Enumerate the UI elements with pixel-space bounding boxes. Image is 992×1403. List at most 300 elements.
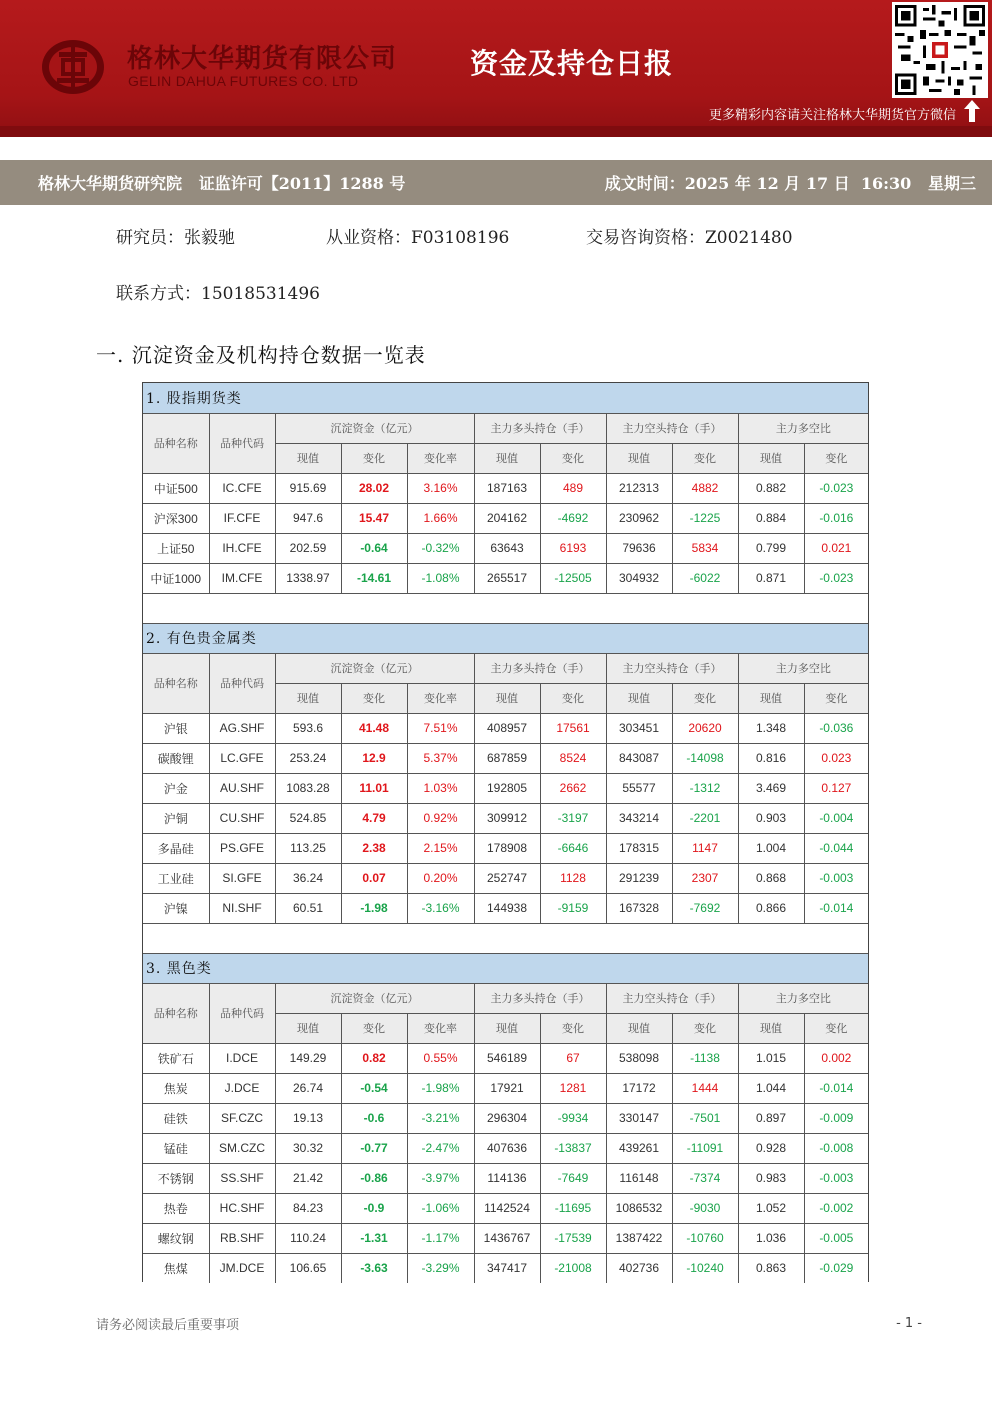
cell-capital-rate: -3.29% <box>407 1253 474 1283</box>
cell-name: 沪镍 <box>143 893 209 923</box>
cell-capital-change: 11.01 <box>341 773 407 803</box>
arrow-up-icon <box>964 100 980 122</box>
cell-ratio-value: 0.871 <box>738 563 804 593</box>
cell-short-value: 116148 <box>606 1163 672 1193</box>
column-subheader-cell: 现值 <box>474 1013 540 1043</box>
cell-long-value: 1142524 <box>474 1193 540 1223</box>
column-subheader-cell: 变化 <box>540 443 606 473</box>
table-row <box>143 1043 868 1073</box>
column-subheader-cell: 变化 <box>804 683 868 713</box>
cell-short-value: 439261 <box>606 1133 672 1163</box>
cell-long-value: 114136 <box>474 1163 540 1193</box>
cell-capital-change: 2.38 <box>341 833 407 863</box>
cell-code: I.DCE <box>209 1043 275 1073</box>
cell-capital-value: 106.65 <box>275 1253 341 1283</box>
qualification-number: 从业资格：F03108196 <box>326 228 510 248</box>
cell-code: AU.SHF <box>209 773 275 803</box>
cell-short-change: -6022 <box>672 563 738 593</box>
cell-ratio-value: 0.903 <box>738 803 804 833</box>
section-spacer <box>143 593 868 623</box>
cell-code: CU.SHF <box>209 803 275 833</box>
cell-long-change: -9934 <box>540 1103 606 1133</box>
cell-long-change: -4692 <box>540 503 606 533</box>
cell-short-value: 178315 <box>606 833 672 863</box>
cell-ratio-change: 0.023 <box>804 743 868 773</box>
header-banner-stripe <box>0 126 992 137</box>
cell-ratio-value: 0.983 <box>738 1163 804 1193</box>
column-group-ratio: 主力多空比 <box>738 653 868 683</box>
cell-long-value: 1436767 <box>474 1223 540 1253</box>
cell-capital-rate: 0.20% <box>407 863 474 893</box>
table-row <box>143 473 868 503</box>
cell-capital-value: 1338.97 <box>275 563 341 593</box>
column-group-header <box>143 413 868 443</box>
cell-ratio-change: -0.008 <box>804 1133 868 1163</box>
cell-capital-rate: 2.15% <box>407 833 474 863</box>
cell-short-value: 304932 <box>606 563 672 593</box>
section-header <box>143 953 868 983</box>
cell-capital-change: -0.9 <box>341 1193 407 1223</box>
cell-short-value: 17172 <box>606 1073 672 1103</box>
cell-capital-rate: -1.17% <box>407 1223 474 1253</box>
cell-ratio-value: 1.052 <box>738 1193 804 1223</box>
cell-short-change: 2307 <box>672 863 738 893</box>
table-row <box>143 1103 868 1133</box>
column-group-capital: 沉淀资金（亿元） <box>275 413 474 443</box>
cell-name: 不锈钢 <box>143 1163 209 1193</box>
cell-ratio-change: -0.023 <box>804 473 868 503</box>
cell-short-change: -1225 <box>672 503 738 533</box>
cell-ratio-change: -0.044 <box>804 833 868 863</box>
cell-capital-rate: -1.06% <box>407 1193 474 1223</box>
cell-ratio-value: 0.799 <box>738 533 804 563</box>
cell-capital-change: 0.07 <box>341 863 407 893</box>
column-group-short: 主力空头持仓（手） <box>606 983 738 1013</box>
cell-code: J.DCE <box>209 1073 275 1103</box>
column-header-name: 品种名称 <box>143 413 209 473</box>
cell-code: SI.GFE <box>209 863 275 893</box>
column-subheader-cell: 变化 <box>540 683 606 713</box>
cell-capital-rate: 1.03% <box>407 773 474 803</box>
cell-short-change: 20620 <box>672 713 738 743</box>
cell-long-change: -11695 <box>540 1193 606 1223</box>
cell-ratio-value: 3.469 <box>738 773 804 803</box>
cell-long-change: 1128 <box>540 863 606 893</box>
section-spacer-cell <box>143 923 868 953</box>
cell-ratio-value: 1.015 <box>738 1043 804 1073</box>
cell-short-value: 291239 <box>606 863 672 893</box>
cell-short-change: -9030 <box>672 1193 738 1223</box>
table-row <box>143 833 868 863</box>
cell-short-change: -2201 <box>672 803 738 833</box>
table-row <box>143 1193 868 1223</box>
cell-name: 工业硅 <box>143 863 209 893</box>
cell-long-change: 67 <box>540 1043 606 1073</box>
cell-short-change: 4882 <box>672 473 738 503</box>
cell-ratio-change: 0.002 <box>804 1043 868 1073</box>
cell-long-change: -6646 <box>540 833 606 863</box>
table-row <box>143 533 868 563</box>
cell-capital-change: 15.47 <box>341 503 407 533</box>
cell-name: 碳酸锂 <box>143 743 209 773</box>
table-row <box>143 563 868 593</box>
cell-code: HC.SHF <box>209 1193 275 1223</box>
cell-name: 螺纹钢 <box>143 1223 209 1253</box>
cell-ratio-value: 0.884 <box>738 503 804 533</box>
report-title: 资金及持仓日报 <box>470 47 674 80</box>
cell-long-change: -13837 <box>540 1133 606 1163</box>
column-subheader-cell: 变化 <box>672 683 738 713</box>
cell-ratio-change: -0.003 <box>804 863 868 893</box>
cell-short-change: -7501 <box>672 1103 738 1133</box>
table-row <box>143 1253 868 1283</box>
cell-ratio-change: -0.036 <box>804 713 868 743</box>
cell-name: 上证50 <box>143 533 209 563</box>
section-header <box>143 623 868 653</box>
column-group-long: 主力多头持仓（手） <box>474 653 606 683</box>
column-subheader-cell: 现值 <box>275 443 341 473</box>
cell-long-value: 178908 <box>474 833 540 863</box>
company-logo-icon <box>40 38 106 96</box>
report-datetime: 成文时间：2025 年 12 月 17 日 16:30 星期三 <box>604 174 976 193</box>
cell-code: SF.CZC <box>209 1103 275 1133</box>
column-subheader-cell: 现值 <box>275 683 341 713</box>
cell-capital-rate: -0.32% <box>407 533 474 563</box>
cell-ratio-value: 0.868 <box>738 863 804 893</box>
cell-name: 焦炭 <box>143 1073 209 1103</box>
cell-short-change: -7692 <box>672 893 738 923</box>
cell-ratio-change: -0.002 <box>804 1193 868 1223</box>
cell-capital-change: -0.64 <box>341 533 407 563</box>
section-spacer-cell <box>143 593 868 623</box>
column-subheader-cell: 现值 <box>606 683 672 713</box>
cell-capital-value: 202.59 <box>275 533 341 563</box>
cell-capital-value: 113.25 <box>275 833 341 863</box>
cell-ratio-change: -0.014 <box>804 1073 868 1103</box>
column-subheader-cell: 变化 <box>672 443 738 473</box>
column-subheader-cell: 现值 <box>738 683 804 713</box>
table-row <box>143 1163 868 1193</box>
column-group-capital: 沉淀资金（亿元） <box>275 983 474 1013</box>
cell-ratio-change: 0.021 <box>804 533 868 563</box>
cell-capital-value: 593.6 <box>275 713 341 743</box>
cell-capital-value: 524.85 <box>275 803 341 833</box>
cell-long-change: 6193 <box>540 533 606 563</box>
cell-code: IH.CFE <box>209 533 275 563</box>
positions-table <box>142 382 869 1282</box>
consult-qualification: 交易咨询资格：Z0021480 <box>586 228 793 248</box>
section-title: 一. 沉淀资金及机构持仓数据一览表 <box>96 343 426 367</box>
cell-short-value: 402736 <box>606 1253 672 1283</box>
column-subheader-cell: 变化 <box>540 1013 606 1043</box>
cell-ratio-value: 0.897 <box>738 1103 804 1133</box>
table-row <box>143 803 868 833</box>
cell-short-value: 538098 <box>606 1043 672 1073</box>
cell-capital-change: -0.6 <box>341 1103 407 1133</box>
column-group-long: 主力多头持仓（手） <box>474 983 606 1013</box>
table-row <box>143 713 868 743</box>
column-subheader-cell: 变化 <box>341 443 407 473</box>
column-subheader-cell: 现值 <box>474 683 540 713</box>
cell-ratio-value: 1.348 <box>738 713 804 743</box>
cell-capital-change: -0.86 <box>341 1163 407 1193</box>
cell-capital-rate: 0.55% <box>407 1043 474 1073</box>
cell-ratio-change: -0.003 <box>804 1163 868 1193</box>
cell-name: 沪金 <box>143 773 209 803</box>
cell-name: 中证1000 <box>143 563 209 593</box>
cell-short-value: 79636 <box>606 533 672 563</box>
cell-ratio-value: 1.004 <box>738 833 804 863</box>
cell-code: LC.GFE <box>209 743 275 773</box>
column-group-long: 主力多头持仓（手） <box>474 413 606 443</box>
cell-ratio-change: -0.009 <box>804 1103 868 1133</box>
column-subheader-cell: 现值 <box>738 443 804 473</box>
cell-name: 中证500 <box>143 473 209 503</box>
cell-short-change: -1312 <box>672 773 738 803</box>
cell-short-value: 212313 <box>606 473 672 503</box>
cell-name: 多晶硅 <box>143 833 209 863</box>
footer-disclaimer: 请务必阅读最后重要事项 <box>96 1318 240 1333</box>
column-header-name: 品种名称 <box>143 983 209 1043</box>
column-group-short: 主力空头持仓（手） <box>606 653 738 683</box>
column-header-code: 品种代码 <box>209 413 275 473</box>
cell-capital-rate: 7.51% <box>407 713 474 743</box>
cell-long-value: 187163 <box>474 473 540 503</box>
column-group-ratio: 主力多空比 <box>738 413 868 443</box>
column-header-code: 品种代码 <box>209 983 275 1043</box>
cell-ratio-value: 0.816 <box>738 743 804 773</box>
cell-long-change: -9159 <box>540 893 606 923</box>
cell-name: 沪银 <box>143 713 209 743</box>
cell-ratio-change: -0.005 <box>804 1223 868 1253</box>
column-subheader-cell: 变化率 <box>407 1013 474 1043</box>
table-row <box>143 503 868 533</box>
cell-capital-change: 28.02 <box>341 473 407 503</box>
section-spacer <box>143 923 868 953</box>
cell-capital-value: 21.42 <box>275 1163 341 1193</box>
cell-ratio-value: 0.928 <box>738 1133 804 1163</box>
cell-long-change: 489 <box>540 473 606 503</box>
cell-long-value: 347417 <box>474 1253 540 1283</box>
cell-capital-change: 41.48 <box>341 713 407 743</box>
cell-capital-value: 947.6 <box>275 503 341 533</box>
column-group-short: 主力空头持仓（手） <box>606 413 738 443</box>
cell-capital-rate: 0.92% <box>407 803 474 833</box>
cell-code: NI.SHF <box>209 893 275 923</box>
cell-capital-change: 4.79 <box>341 803 407 833</box>
cell-capital-rate: 5.37% <box>407 743 474 773</box>
cell-short-value: 330147 <box>606 1103 672 1133</box>
cell-code: PS.GFE <box>209 833 275 863</box>
column-subheader-cell: 现值 <box>606 1013 672 1043</box>
table-row <box>143 1133 868 1163</box>
cell-long-value: 17921 <box>474 1073 540 1103</box>
cell-long-change: 17561 <box>540 713 606 743</box>
cell-code: IF.CFE <box>209 503 275 533</box>
table-row <box>143 893 868 923</box>
cell-short-value: 303451 <box>606 713 672 743</box>
cell-long-change: -12505 <box>540 563 606 593</box>
company-name-en: GELIN DAHUA FUTURES CO. LTD <box>128 73 359 89</box>
cell-ratio-change: -0.029 <box>804 1253 868 1283</box>
cell-long-change: 1281 <box>540 1073 606 1103</box>
table-row <box>143 863 868 893</box>
cell-capital-value: 36.24 <box>275 863 341 893</box>
cell-ratio-value: 0.882 <box>738 473 804 503</box>
column-group-ratio: 主力多空比 <box>738 983 868 1013</box>
cell-long-value: 265517 <box>474 563 540 593</box>
cell-capital-rate: -1.08% <box>407 563 474 593</box>
table-row <box>143 1223 868 1253</box>
cell-code: IM.CFE <box>209 563 275 593</box>
column-header-code: 品种代码 <box>209 653 275 713</box>
cell-long-change: -21008 <box>540 1253 606 1283</box>
table-row <box>143 773 868 803</box>
cell-capital-value: 84.23 <box>275 1193 341 1223</box>
column-group-capital: 沉淀资金（亿元） <box>275 653 474 683</box>
cell-capital-change: -0.54 <box>341 1073 407 1103</box>
cell-capital-change: -14.61 <box>341 563 407 593</box>
cell-capital-rate: -1.98% <box>407 1073 474 1103</box>
cell-code: SM.CZC <box>209 1133 275 1163</box>
institute-license: 格林大华期货研究院 证监许可【2011】1288 号 <box>38 174 406 193</box>
column-subheader-cell: 变化率 <box>407 683 474 713</box>
cell-code: SS.SHF <box>209 1163 275 1193</box>
cell-ratio-change: -0.014 <box>804 893 868 923</box>
cell-ratio-change: -0.004 <box>804 803 868 833</box>
section-header-title: 3. 黑色类 <box>143 953 868 983</box>
cell-code: RB.SHF <box>209 1223 275 1253</box>
cell-capital-change: 12.9 <box>341 743 407 773</box>
cell-short-change: 1444 <box>672 1073 738 1103</box>
column-subheader-cell: 变化 <box>804 443 868 473</box>
cell-short-change: -14098 <box>672 743 738 773</box>
cell-name: 焦煤 <box>143 1253 209 1283</box>
cell-capital-change: -0.77 <box>341 1133 407 1163</box>
cell-name: 沪铜 <box>143 803 209 833</box>
cell-long-value: 296304 <box>474 1103 540 1133</box>
follow-wechat-text: 更多精彩内容请关注格林大华期货官方微信 <box>708 108 956 123</box>
section-header-title: 1. 股指期货类 <box>143 383 868 413</box>
cell-short-value: 1387422 <box>606 1223 672 1253</box>
cell-name: 锰硅 <box>143 1133 209 1163</box>
cell-code: JM.DCE <box>209 1253 275 1283</box>
cell-short-value: 1086532 <box>606 1193 672 1223</box>
column-subheader-cell: 现值 <box>606 443 672 473</box>
column-header-name: 品种名称 <box>143 653 209 713</box>
column-subheader-cell: 变化 <box>804 1013 868 1043</box>
cell-short-change: -7374 <box>672 1163 738 1193</box>
section-header <box>143 383 868 413</box>
section-header-title: 2. 有色贵金属类 <box>143 623 868 653</box>
table-row <box>143 1073 868 1103</box>
qr-code-icon <box>892 2 988 98</box>
cell-capital-change: -3.63 <box>341 1253 407 1283</box>
cell-long-change: -7649 <box>540 1163 606 1193</box>
column-subheader-cell: 变化 <box>672 1013 738 1043</box>
table-row <box>143 743 868 773</box>
cell-capital-value: 26.74 <box>275 1073 341 1103</box>
cell-long-change: -17539 <box>540 1223 606 1253</box>
cell-long-value: 204162 <box>474 503 540 533</box>
cell-capital-rate: 3.16% <box>407 473 474 503</box>
cell-capital-value: 149.29 <box>275 1043 341 1073</box>
cell-ratio-change: 0.127 <box>804 773 868 803</box>
researcher-name: 研究员：张毅驰 <box>116 228 235 248</box>
column-subheader-cell: 变化率 <box>407 443 474 473</box>
cell-short-change: -1138 <box>672 1043 738 1073</box>
cell-capital-change: 0.82 <box>341 1043 407 1073</box>
column-subheader-cell: 现值 <box>275 1013 341 1043</box>
cell-short-change: -11091 <box>672 1133 738 1163</box>
cell-short-change: -10760 <box>672 1223 738 1253</box>
cell-long-value: 252747 <box>474 863 540 893</box>
column-group-header <box>143 983 868 1013</box>
cell-capital-rate: -3.21% <box>407 1103 474 1133</box>
column-subheader-cell: 变化 <box>341 1013 407 1043</box>
column-subheader-cell: 现值 <box>474 443 540 473</box>
cell-long-value: 546189 <box>474 1043 540 1073</box>
cell-capital-value: 110.24 <box>275 1223 341 1253</box>
cell-long-value: 63643 <box>474 533 540 563</box>
cell-long-value: 144938 <box>474 893 540 923</box>
cell-capital-rate: -3.97% <box>407 1163 474 1193</box>
cell-ratio-value: 1.036 <box>738 1223 804 1253</box>
cell-capital-rate: -3.16% <box>407 893 474 923</box>
cell-capital-rate: -2.47% <box>407 1133 474 1163</box>
cell-capital-value: 253.24 <box>275 743 341 773</box>
cell-ratio-change: -0.016 <box>804 503 868 533</box>
cell-code: IC.CFE <box>209 473 275 503</box>
cell-capital-rate: 1.66% <box>407 503 474 533</box>
cell-code: AG.SHF <box>209 713 275 743</box>
page-number: - 1 - <box>896 1316 922 1331</box>
cell-short-value: 230962 <box>606 503 672 533</box>
cell-capital-value: 1083.28 <box>275 773 341 803</box>
cell-capital-value: 30.32 <box>275 1133 341 1163</box>
cell-name: 硅铁 <box>143 1103 209 1133</box>
cell-ratio-value: 0.863 <box>738 1253 804 1283</box>
cell-short-value: 843087 <box>606 743 672 773</box>
cell-ratio-value: 0.866 <box>738 893 804 923</box>
cell-long-value: 407636 <box>474 1133 540 1163</box>
column-group-header <box>143 653 868 683</box>
cell-long-value: 687859 <box>474 743 540 773</box>
cell-capital-change: -1.98 <box>341 893 407 923</box>
cell-short-value: 343214 <box>606 803 672 833</box>
cell-long-change: -3197 <box>540 803 606 833</box>
cell-long-value: 408957 <box>474 713 540 743</box>
cell-ratio-change: -0.023 <box>804 563 868 593</box>
cell-short-value: 55577 <box>606 773 672 803</box>
cell-name: 沪深300 <box>143 503 209 533</box>
cell-ratio-value: 1.044 <box>738 1073 804 1103</box>
cell-long-value: 192805 <box>474 773 540 803</box>
cell-capital-value: 19.13 <box>275 1103 341 1133</box>
cell-capital-value: 915.69 <box>275 473 341 503</box>
company-name-cn: 格林大华期货有限公司 <box>127 44 398 74</box>
cell-short-value: 167328 <box>606 893 672 923</box>
cell-long-change: 8524 <box>540 743 606 773</box>
cell-name: 热卷 <box>143 1193 209 1223</box>
cell-capital-value: 60.51 <box>275 893 341 923</box>
cell-name: 铁矿石 <box>143 1043 209 1073</box>
cell-capital-change: -1.31 <box>341 1223 407 1253</box>
cell-short-change: 5834 <box>672 533 738 563</box>
column-subheader-cell: 现值 <box>738 1013 804 1043</box>
cell-long-change: 2662 <box>540 773 606 803</box>
contact-phone: 联系方式：15018531496 <box>116 284 320 304</box>
